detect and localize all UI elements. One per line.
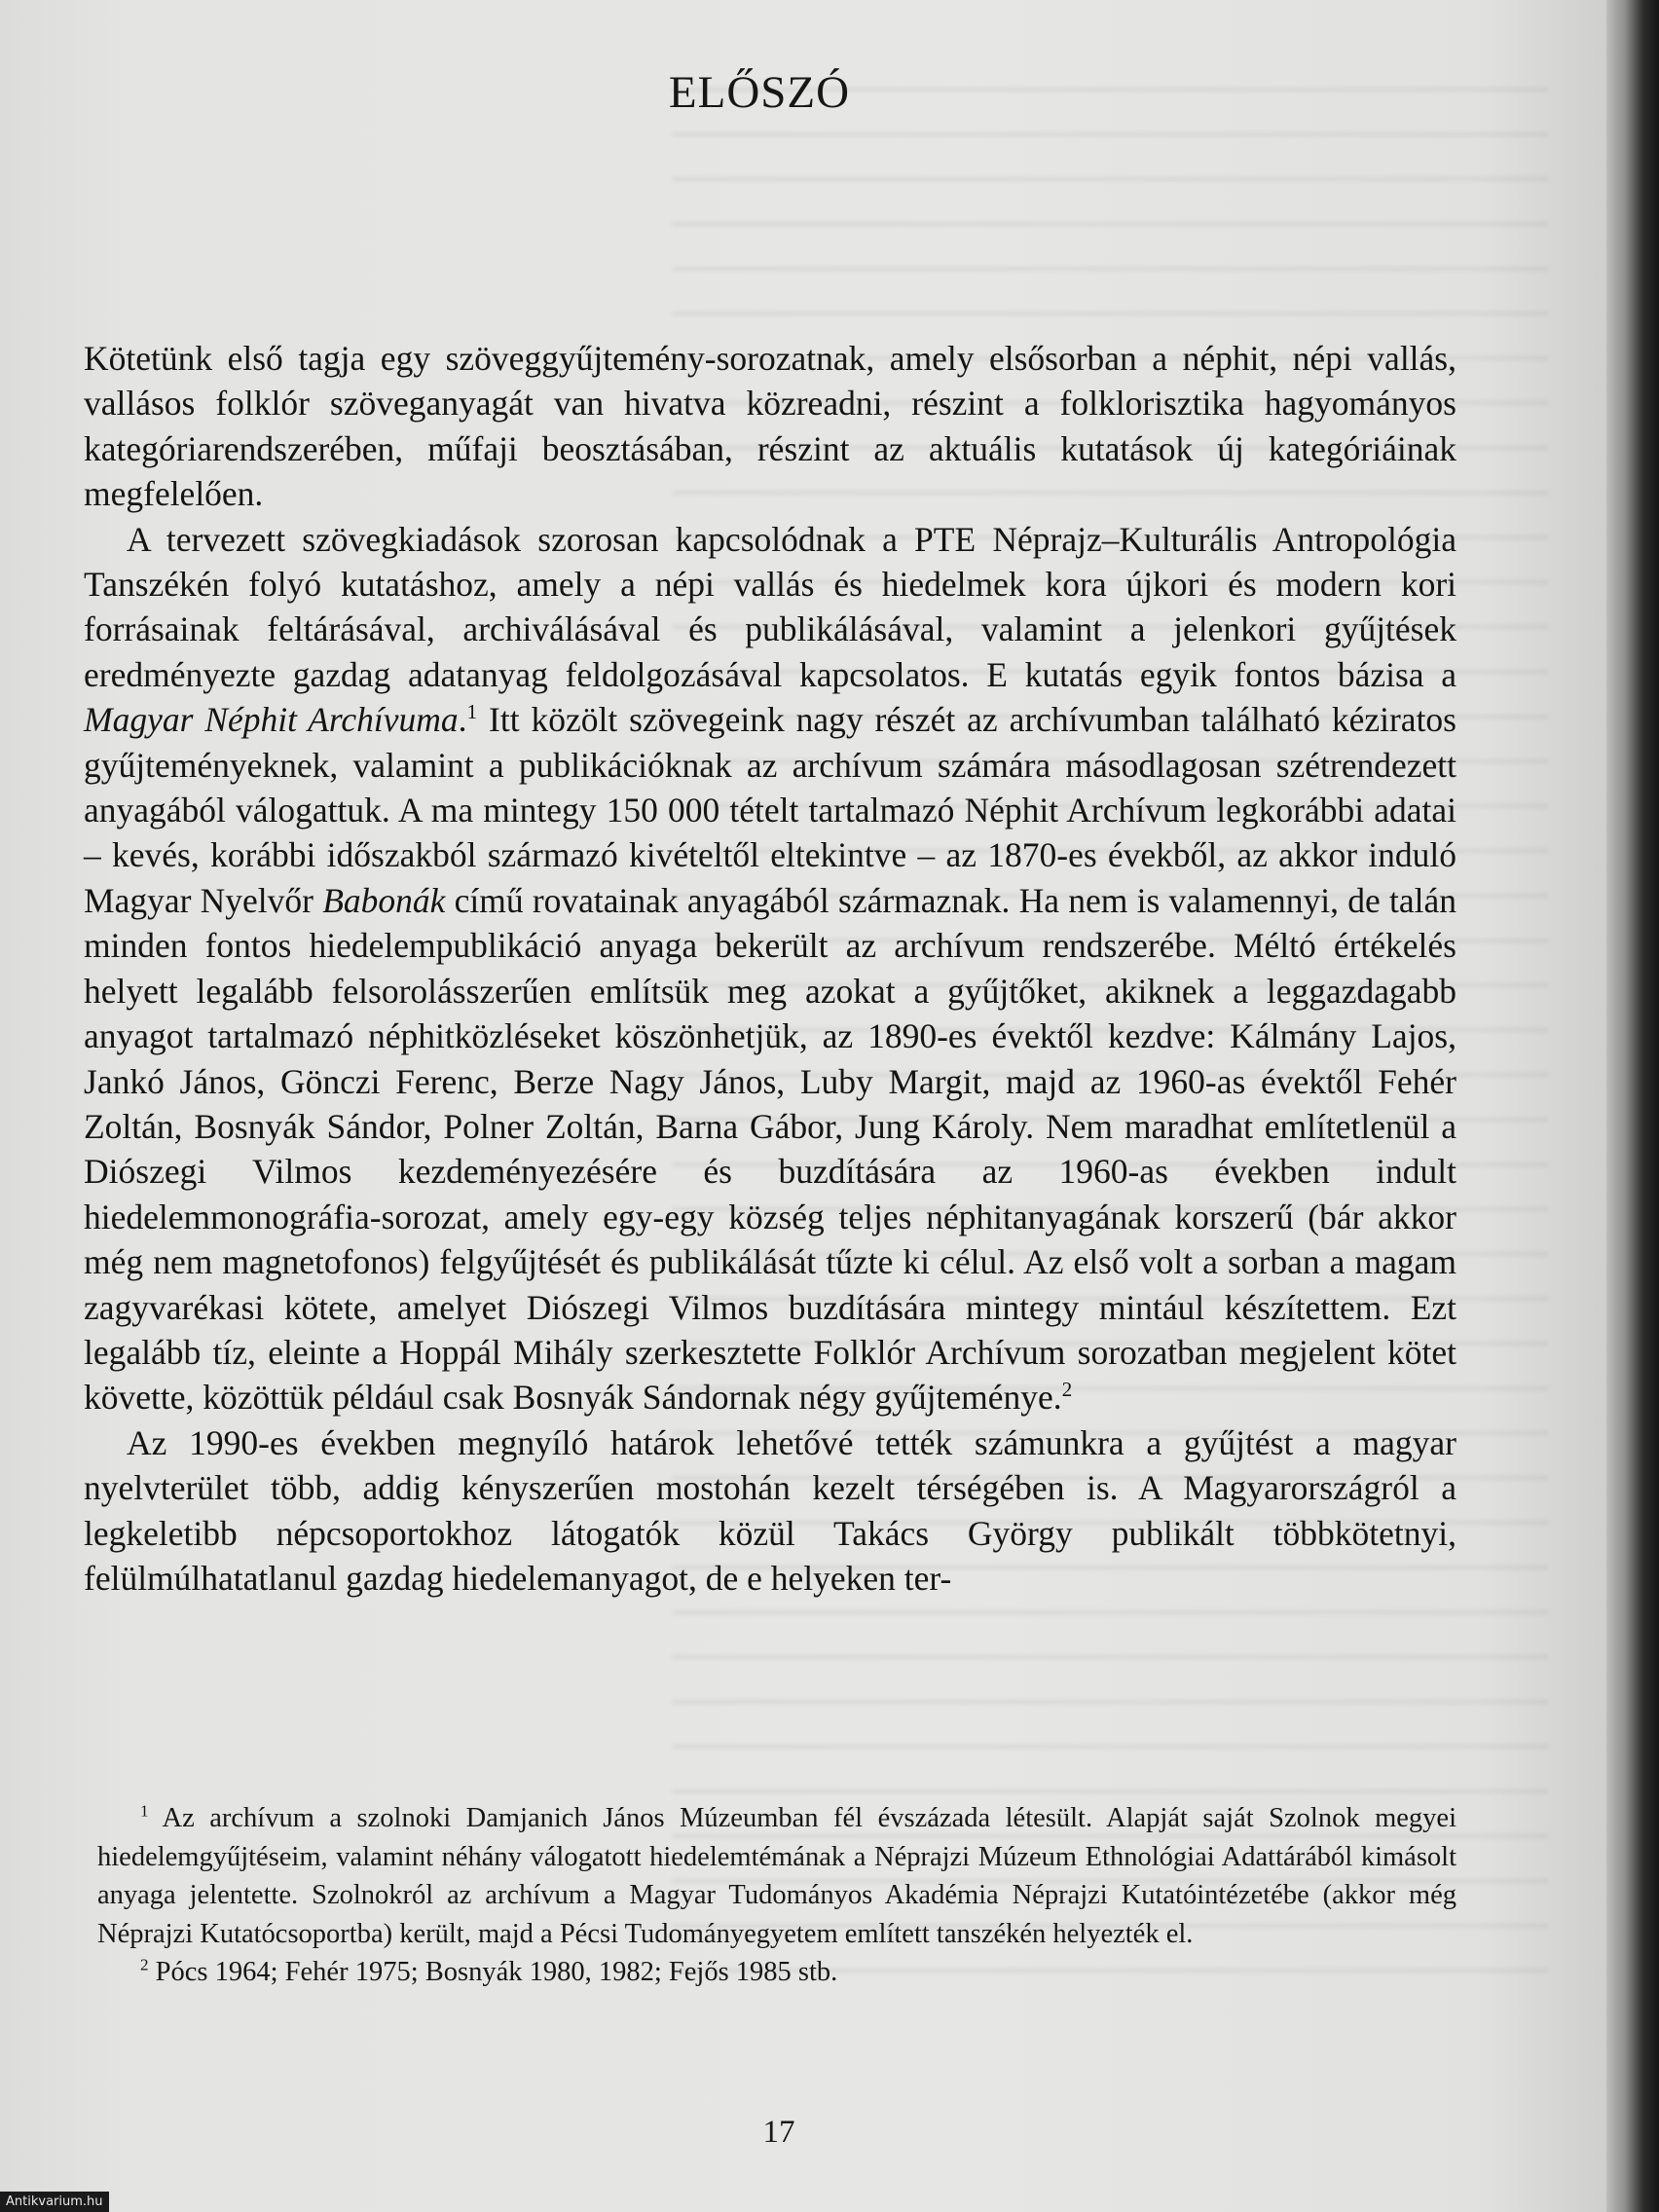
book-binding-shadow xyxy=(1606,0,1659,2212)
body-text xyxy=(84,336,1456,1601)
footnote-number: 1 xyxy=(140,1801,149,1821)
footnote-text: Az archívum a szolnoki Damjanich János Múzeumban fél évszázada létesült. Alapját saját Szolnok megyei hiedelemgyűjtéseim, valamint néhány válogatott hiedelemtémának a Néprajzi Múzeum Ethnológiai Adattárából kimásolt anyaga jelentette. Szolnokról az archívum a Magyar Tudományos Akadémia Néprajzi Kutatóintézetébe (akkor még Néprajzi Kutatócsoportba) került, majd a Pécsi Tudományegyetem említett tanszékén helyezték el. xyxy=(97,1803,1456,1949)
paragraph-text: Kötetünk első tagja egy szöveggyűjtemény-sorozatnak, amely elsősorban a néphit, népi vallás, vallásos folklór szöveganyagát van hivatva közreadni, részint a folklorisztika hagyományos kategóriarendszerében, műfaji beosztásában, részint az aktuális kutatások új kategóriáinak megfelelően. xyxy=(84,339,1456,514)
paragraph-1 xyxy=(84,336,1456,517)
footnote-ref-1[interactable]: 1 xyxy=(466,700,478,724)
footnote-text: Pócs 1964; Fehér 1975; Bosnyák 1980, 1982; Fejős 1985 stb. xyxy=(148,1957,838,1987)
page-title: ELŐSZÓ xyxy=(668,67,851,118)
footnote-number: 2 xyxy=(140,1955,149,1974)
page-number: 17 xyxy=(762,2115,795,2150)
italic-title-babonak: Babonák xyxy=(322,880,446,920)
paragraph-text: . xyxy=(458,700,467,740)
footnote-ref-2[interactable]: 2 xyxy=(1061,1378,1073,1402)
footnote-1 xyxy=(97,1799,1456,1953)
watermark: Antikvarium.hu xyxy=(0,2192,109,2212)
paragraph-2 xyxy=(84,517,1456,1420)
italic-title-magyar-nephit-archivuma: Magyar Néphit Archívuma xyxy=(84,700,459,740)
paragraph-text: Itt közölt szövegeink nagy részét az archívumban található kéziratos gyűjteményeknek, valamint a publikációknak az archívum számára másodlagosan szétrendezett anyagából válogattuk. A ma mintegy 150 000 tételt tartalmazó Néphit Archívum legkorábbi adatai – kevés, korábbi időszakból származó kivételtől eltekintve – az 1870-es évekből, az akkor induló Magyar Nyelvőr xyxy=(84,700,1456,920)
paragraph-text: A tervezett szövegkiadások szorosan kapcsolódnak a PTE Néprajz–Kulturális Antropológia Tanszékén folyó kutatáshoz, amely a népi vallás és hiedelmek kora újkori és modern kori forrásainak feltárásával, archiválásával és publikálásával, valamint a jelenkori gyűjtések eredményezte gazdag adatanyag feldolgozásával kapcsolatos. E kutatás egyik fontos bázisa a xyxy=(84,519,1456,694)
paragraph-3 xyxy=(84,1420,1456,1602)
paragraph-text: Az 1990-es években megnyíló határok lehetővé tették számunkra a gyűjtést a magyar nyelvterület több, addig kényszerűen mostohán kezelt térségében is. A Magyarországról a legkeletibb népcsoportokhoz látogatók közül Takács György publikált többkötetnyi, felülmúlhatatlanul gazdag hiedelemanyagot, de e helyeken ter- xyxy=(84,1422,1456,1598)
paragraph-text: című rovatainak anyagából származnak. Ha nem is valamennyi, de talán minden fontos hiedelempublikáció anyaga bekerült az archívum rendszerébe. Méltó értékelés helyett legalább felsorolásszerűen említsük meg azokat a gyűjtőket, akiknek a leggazdagabb anyagot tartalmazó néphitközléseket köszönhetjük, az 1890-es évektől kezdve: Kálmány Lajos, Jankó János, Gönczi Ferenc, Berze Nagy János, Luby Margit, majd az 1960-as évektől Fehér Zoltán, Bosnyák Sándor, Polner Zoltán, Barna Gábor, Jung Károly. Nem maradhat említetlenül a Diószegi Vilmos kezdeményezésére és buzdítására az 1960-as években indult hiedelemmonográfia-sorozat, amely egy-egy község teljes néphitanyagának korszerű (bár akkor még nem magnetofonos) felgyűjtését és publikálását tűzte ki célul. Az első volt a sorban a magam zagyvarékasi kötete, amelyet Diószegi Vilmos buzdítására mintegy mintául készítettem. Ezt legalább tíz, eleinte a Hoppál Mihály szerkesztette Folklór Archívum sorozatban megjelent kötet követte, közöttük például csak Bosnyák Sándornak négy gyűjteménye. xyxy=(84,880,1456,1418)
footnotes xyxy=(97,1799,1456,1992)
footnote-2 xyxy=(97,1953,1456,1992)
